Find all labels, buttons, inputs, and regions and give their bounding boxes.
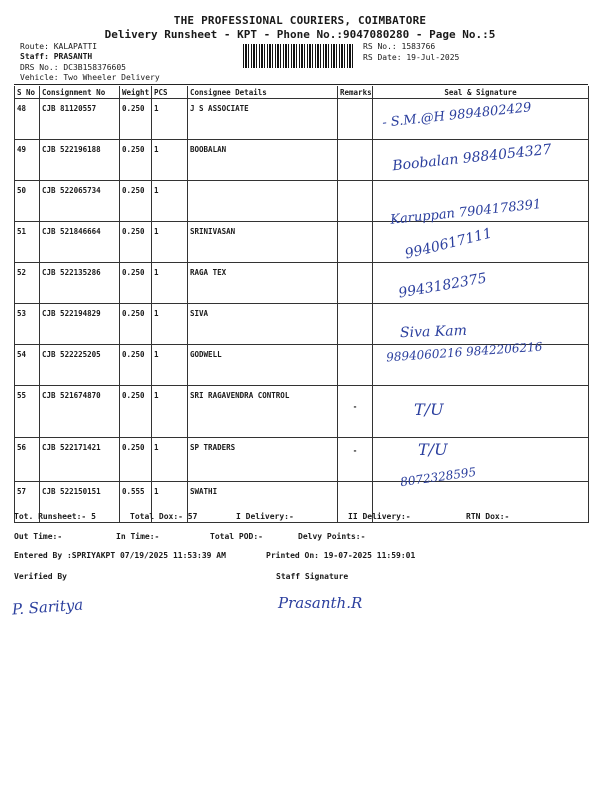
cell-sno: 50: [15, 181, 40, 222]
drs-number: DRS No.: DC3B158376605: [20, 63, 126, 72]
header-rule: [14, 84, 588, 85]
cell-consignee: SWATHI: [188, 482, 338, 523]
col-consignment: Consignment No: [40, 86, 120, 99]
cell-remarks: -: [338, 386, 373, 438]
cell-pcs: 1: [152, 181, 188, 222]
cell-consignee: SRI RAGAVENDRA CONTROL: [188, 386, 338, 438]
cell-weight: 0.250: [120, 222, 152, 263]
total-pod: Total POD:-: [210, 532, 263, 541]
table-row: [15, 386, 589, 438]
cell-weight: 0.250: [120, 181, 152, 222]
signature-row-52: 9943182375: [397, 270, 488, 302]
col-consignee: Consignee Details: [188, 86, 338, 99]
cell-consignee: GODWELL: [188, 345, 338, 386]
cell-pcs: 1: [152, 263, 188, 304]
cell-consignment: CJB 522225205: [40, 345, 120, 386]
cell-sno: 56: [15, 438, 40, 482]
cell-remarks: [338, 181, 373, 222]
cell-consignment: CJB 522135286: [40, 263, 120, 304]
cell-pcs: 1: [152, 438, 188, 482]
cell-sno: 55: [15, 386, 40, 438]
cell-sno: 52: [15, 263, 40, 304]
signature-row-48: - S.M.@H 9894802429: [381, 100, 533, 131]
col-weight: Weight: [120, 86, 152, 99]
cell-consignee: [188, 181, 338, 222]
table-header: [15, 86, 589, 99]
signature-row-54: 9894060216 9842206216: [385, 339, 543, 365]
cell-remarks: [338, 345, 373, 386]
col-sno: S No: [15, 86, 40, 99]
vehicle: Vehicle: Two Wheeler Delivery: [20, 73, 160, 82]
cell-remarks: -: [338, 438, 373, 482]
staff: Staff: PRASANTH: [20, 52, 93, 61]
table-row: [15, 263, 589, 304]
signature-row-53: Siva Kam: [399, 322, 468, 342]
printed-on: Printed On: 19-07-2025 11:59:01: [266, 551, 416, 560]
table-row: [15, 304, 589, 345]
cell-weight: 0.250: [120, 304, 152, 345]
cell-sno: 54: [15, 345, 40, 386]
cell-sno: 48: [15, 99, 40, 140]
cell-weight: 0.250: [120, 99, 152, 140]
runsheet-subtitle: Delivery Runsheet - KPT - Phone No.:9047080280 - Page No.:5: [104, 28, 496, 41]
cell-weight: 0.250: [120, 263, 152, 304]
cell-consignee: SIVA: [188, 304, 338, 345]
cell-remarks: [338, 140, 373, 181]
col-pcs: PCS: [152, 86, 188, 99]
cell-consignee: RAGA TEX: [188, 263, 338, 304]
company-title: THE PROFESSIONAL COURIERS, COIMBATORE: [173, 14, 427, 27]
cell-consignment: CJB 521674870: [40, 386, 120, 438]
cell-sno: 57: [15, 482, 40, 523]
cell-remarks: [338, 304, 373, 345]
cell-pcs: 1: [152, 99, 188, 140]
cell-weight: 0.250: [120, 345, 152, 386]
cell-weight: 0.250: [120, 438, 152, 482]
col-signature: Seal & Signature: [373, 86, 589, 99]
delvy-points: Delvy Points:-: [298, 532, 366, 541]
tot-runsheet: Tot. Runsheet:- 5: [14, 512, 96, 521]
signature-row-51: 9940617111: [403, 225, 494, 263]
cell-consignment: CJB 81120557: [40, 99, 120, 140]
cell-sno: 53: [15, 304, 40, 345]
cell-consignment: CJB 522196188: [40, 140, 120, 181]
cell-consignee: SRINIVASAN: [188, 222, 338, 263]
verified-by-label: Verified By: [14, 572, 67, 581]
cell-pcs: 1: [152, 482, 188, 523]
ii-delivery: II Delivery:-: [348, 512, 411, 521]
cell-weight: 0.250: [120, 386, 152, 438]
signature-row-56: T/U: [418, 440, 448, 459]
col-remarks: Remarks: [338, 86, 373, 99]
cell-sno: 51: [15, 222, 40, 263]
cell-remarks: [338, 263, 373, 304]
cell-remarks: [338, 99, 373, 140]
route: Route: KALAPATTI: [20, 42, 98, 51]
staff-signature-label: Staff Signature: [276, 572, 349, 581]
cell-weight: 0.250: [120, 140, 152, 181]
cell-pcs: 1: [152, 345, 188, 386]
rs-date: RS Date: 19-Jul-2025: [363, 53, 460, 62]
drs-barcode: [243, 44, 355, 68]
cell-consignee: SP TRADERS: [188, 438, 338, 482]
cell-consignment: CJB 522194829: [40, 304, 120, 345]
staff-signature: Prasanth.R: [278, 594, 363, 612]
cell-pcs: 1: [152, 386, 188, 438]
cell-pcs: 1: [152, 304, 188, 345]
signature-row-49: Boobalan 9884054327: [391, 141, 553, 175]
cell-pcs: 1: [152, 140, 188, 181]
cell-consignment: CJB 522150151: [40, 482, 120, 523]
cell-consignment: CJB 522171421: [40, 438, 120, 482]
cell-consignment: CJB 522065734: [40, 181, 120, 222]
cell-consignee: J S ASSOCIATE: [188, 99, 338, 140]
signature-row-55: T/U: [414, 400, 444, 419]
out-time: Out Time:-: [14, 532, 63, 541]
cell-remarks: [338, 222, 373, 263]
verifier-signature: P. Saritya: [11, 595, 84, 619]
cell-sno: 49: [15, 140, 40, 181]
cell-signature: [373, 386, 589, 438]
table-row: [15, 438, 589, 482]
signature-row-50: Karuppan 7904178391: [389, 197, 543, 228]
total-dox: Total Dox:- 57: [130, 512, 198, 521]
cell-consignment: CJB 521846664: [40, 222, 120, 263]
i-delivery: I Delivery:-: [236, 512, 294, 521]
entered-by: Entered By :SPRIYAKPT 07/19/2025 11:53:39 AM: [14, 551, 226, 560]
rtn-dox: RTN Dox:-: [466, 512, 510, 521]
rs-number: RS No.: 1583766: [363, 42, 436, 51]
cell-consignee: BOOBALAN: [188, 140, 338, 181]
cell-weight: 0.555: [120, 482, 152, 523]
in-time: In Time:-: [116, 532, 160, 541]
table-row: [15, 222, 589, 263]
signature-row-57: 8072328595: [399, 464, 477, 490]
cell-pcs: 1: [152, 222, 188, 263]
